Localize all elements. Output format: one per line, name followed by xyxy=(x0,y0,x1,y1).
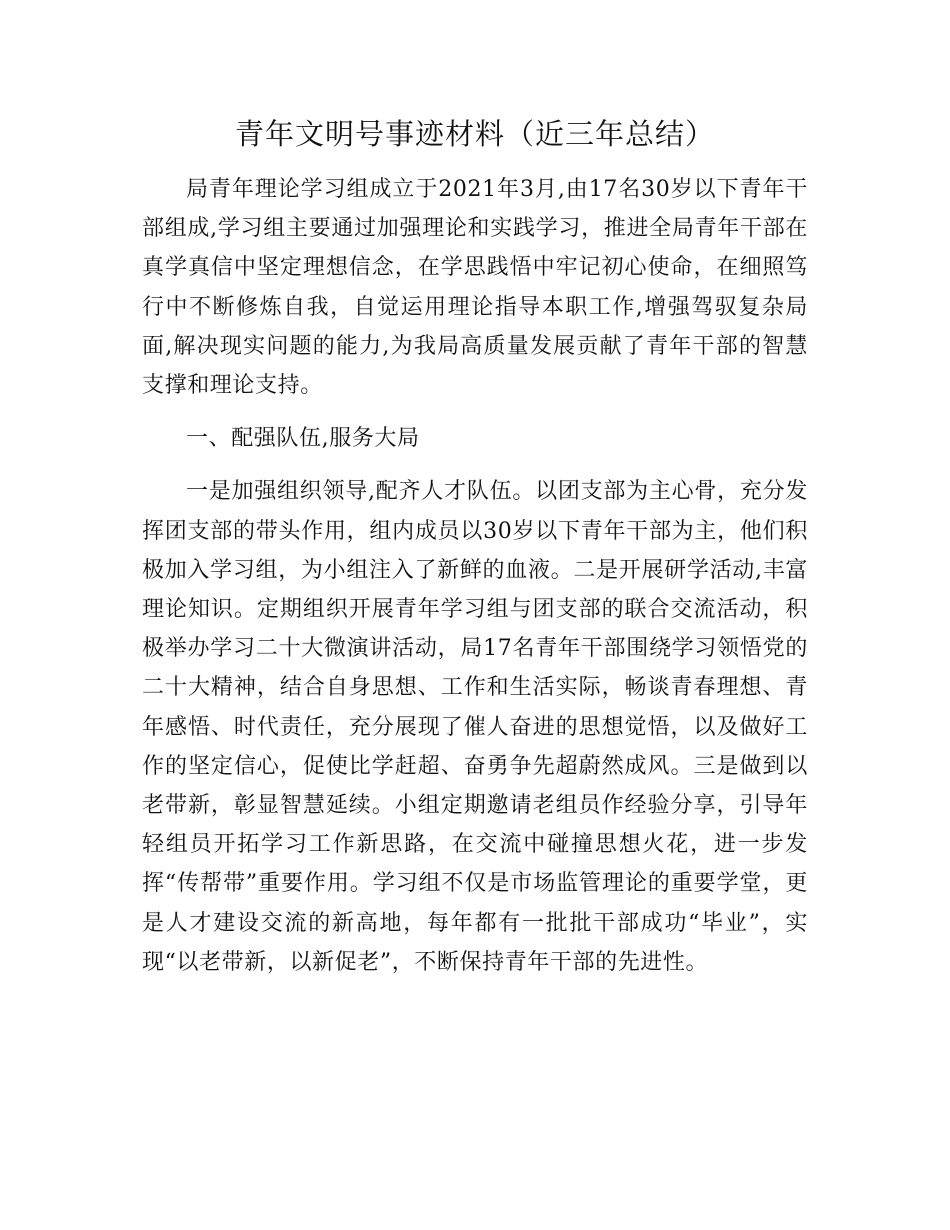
document-body xyxy=(142,170,808,982)
document-title: 青年文明号事迹材料（近三年总结） xyxy=(234,117,715,151)
section-paragraph: 一是加强组织领导,配齐人才队伍。以团支部为主心骨，充分发挥团支部的带头作用，组内成员以30岁以下青年干部为主，他们积极加入学习组，为小组注入了新鲜的血液。二是开展研学活动,丰富理论知识。定期组织开展青年学习组与团支部的联合交流活动，积极举办学习二十大微演讲活动，局17名青年干部围绕学习领悟党的二十大精神，结合自身思想、工作和生活实际，畅谈青春理想、青年感悟、时代责任，充分展现了催人奋进的思想觉悟，以及做好工作的坚定信心，促使比学赶超、奋勇争先超蔚然成风。三是做到以老带新，彰显智慧延续。小组定期邀请老组员作经验分享，引导年轻组员开拓学习工作新思路，在交流中碰撞思想火花，进一步发挥“传帮带”重要作用。学习组不仅是市场监管理论的重要学堂，更是人才建设交流的新高地，每年都有一批批干部成功“毕业”，实现“以老带新，以新促老”，不断保持青年干部的先进性。 xyxy=(142,479,808,975)
section-heading: 一、配强队伍,服务大局 xyxy=(186,426,420,452)
intro-paragraph: 局青年理论学习组成立于2021年3月,由17名30岁以下青年干部组成,学习组主要通过加强理论和实践学习，推进全局青年干部在真学真信中坚定理想信念，在学思践悟中牢记初心使命，在细照笃行中不断修炼自我，自觉运用理论指导本职工作,增强驾驭复杂局面,解决现实问题的能力,为我局高质量发展贡献了青年干部的智慧支撑和理论支持。 xyxy=(142,177,808,399)
